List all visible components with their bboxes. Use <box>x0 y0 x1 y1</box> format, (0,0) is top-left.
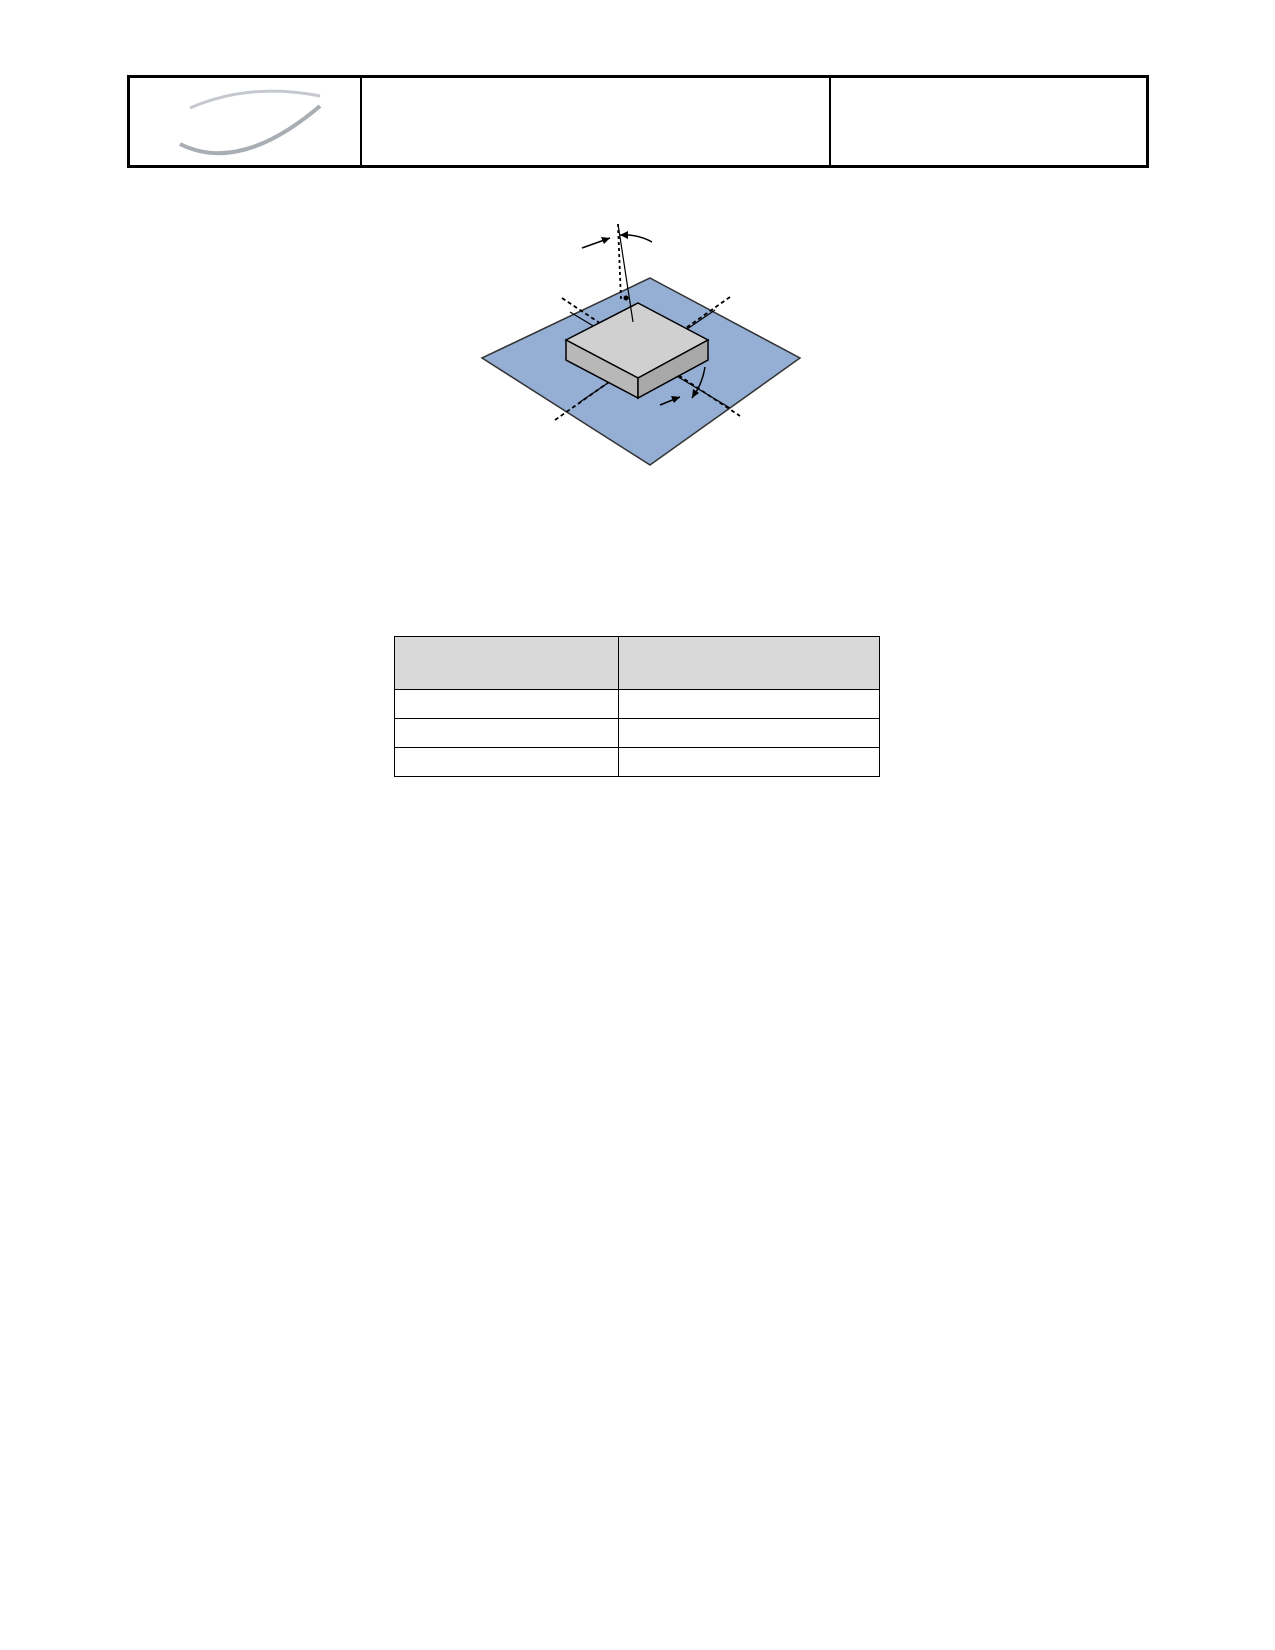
table-cell-error <box>395 748 619 777</box>
table-header-sensitivity <box>619 637 880 690</box>
logo-cell <box>130 78 362 165</box>
table-cell-sensitivity <box>619 719 880 748</box>
document-header <box>127 75 1149 168</box>
document-meta <box>831 78 1146 165</box>
cross-axis-table <box>394 636 880 777</box>
table-cell-sensitivity <box>619 690 880 719</box>
table-cell-error <box>395 690 619 719</box>
document-title <box>362 78 831 165</box>
orientation-diagram <box>470 210 810 470</box>
table-header-row <box>395 637 880 690</box>
table-cell-sensitivity <box>619 748 880 777</box>
invensense-logo-swoosh <box>170 86 330 166</box>
table-cell-error <box>395 719 619 748</box>
table-row <box>395 748 880 777</box>
table-header-orientation <box>395 637 619 690</box>
table-row <box>395 690 880 719</box>
origin-dot <box>624 296 629 301</box>
table-row <box>395 719 880 748</box>
section-heading-esd <box>135 1336 210 1359</box>
section-heading-mems <box>135 860 210 883</box>
handling-bullet-list <box>135 1130 1140 1142</box>
